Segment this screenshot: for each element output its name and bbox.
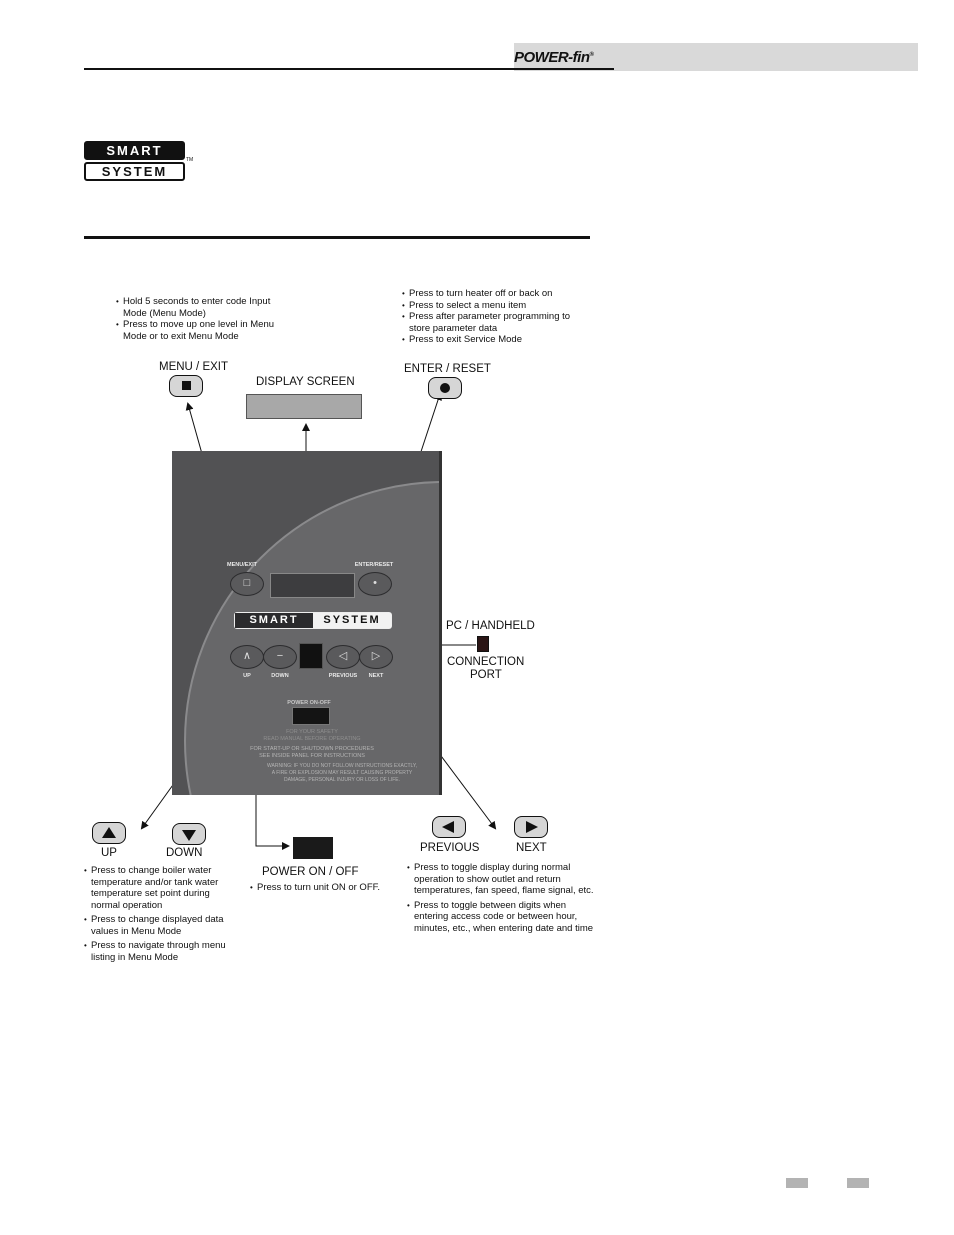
panel-previous-button[interactable]: ◁ bbox=[326, 645, 360, 669]
panel-next-button[interactable]: ▷ bbox=[359, 645, 393, 669]
panel-warning-line-2: A FIRE OR EXPLOSION MAY RESULT CAUSING PROPERTY bbox=[271, 770, 413, 776]
down-button[interactable] bbox=[172, 823, 206, 845]
panel-port[interactable] bbox=[299, 643, 323, 669]
enter-reset-note-1: • Press to turn heater off or back on bbox=[402, 288, 577, 300]
power-notes bbox=[250, 882, 410, 894]
panel-instr-line-1: FOR START-UP OR SHUTDOWN PROCEDURES bbox=[250, 746, 374, 752]
panel-safety-line-2: READ MANUAL BEFORE OPERATING bbox=[263, 736, 361, 742]
next-button[interactable] bbox=[514, 816, 548, 838]
panel-next-label: NEXT bbox=[368, 673, 384, 679]
display-screen-box bbox=[246, 394, 362, 419]
display-screen-title: DISPLAY SCREEN bbox=[256, 376, 355, 388]
panel-system-text: SYSTEM bbox=[313, 613, 391, 628]
panel-power-switch[interactable] bbox=[292, 707, 330, 725]
panel-up-button[interactable]: ∧ bbox=[230, 645, 264, 669]
dot-icon bbox=[440, 383, 450, 393]
panel-previous-label: PREVIOUS bbox=[328, 673, 358, 679]
enter-reset-note-2: • Press to select a menu item bbox=[402, 300, 577, 312]
next-title: NEXT bbox=[516, 842, 547, 854]
port-line-3: PORT bbox=[470, 669, 502, 681]
footer-mark-left bbox=[786, 1178, 808, 1188]
up-button[interactable] bbox=[92, 822, 126, 844]
panel-down-button[interactable]: − bbox=[263, 645, 297, 669]
enter-reset-title: ENTER / RESET bbox=[404, 363, 491, 375]
prev-next-note-1: • Press to toggle display during normal operation to show outlet and return temperatures, fan speed, flame signal, etc. bbox=[407, 862, 599, 897]
menu-exit-title: MENU / EXIT bbox=[159, 361, 229, 373]
prev-next-notes bbox=[407, 862, 599, 934]
panel-warning-line-3: DAMAGE, PERSONAL INJURY OR LOSS OF LIFE. bbox=[283, 777, 401, 783]
port-line-1: PC / HANDHELD bbox=[446, 620, 535, 632]
enter-reset-notes bbox=[402, 288, 577, 346]
power-note-1: • Press to turn unit ON or OFF. bbox=[250, 882, 410, 894]
port-marker bbox=[477, 636, 489, 652]
brand-logo: POWER-fin® bbox=[514, 49, 594, 66]
triangle-up-icon bbox=[102, 827, 116, 838]
down-title: DOWN bbox=[166, 847, 203, 859]
enter-reset-button[interactable] bbox=[428, 377, 462, 399]
menu-exit-notes bbox=[116, 296, 276, 342]
panel-display-window bbox=[270, 573, 355, 598]
enter-reset-note-3: • Press after parameter programming to store parameter data bbox=[402, 311, 577, 334]
panel-menu-exit-label: MENU/EXIT bbox=[227, 562, 257, 568]
port-line-2: CONNECTION bbox=[447, 656, 525, 668]
up-down-note-2: • Press to change displayed data values in Menu Mode bbox=[84, 914, 236, 937]
triangle-right-icon bbox=[526, 821, 538, 833]
panel-enter-reset-button[interactable]: • bbox=[358, 572, 392, 596]
power-switch[interactable] bbox=[293, 837, 333, 859]
footer-mark-right bbox=[847, 1178, 869, 1188]
panel-enter-reset-label: ENTER/RESET bbox=[354, 562, 394, 568]
up-title: UP bbox=[101, 847, 117, 859]
panel-menu-exit-button[interactable]: □ bbox=[230, 572, 264, 596]
up-down-notes bbox=[84, 865, 236, 963]
panel-instr-line-2: SEE INSIDE PANEL FOR INSTRUCTIONS bbox=[259, 753, 365, 759]
previous-title: PREVIOUS bbox=[420, 842, 480, 854]
panel-up-label: UP bbox=[243, 673, 251, 679]
triangle-left-icon bbox=[442, 821, 454, 833]
up-down-note-1: • Press to change boiler water temperature and/or tank water temperature set point during normal operation bbox=[84, 865, 236, 911]
panel-safety-line-1: FOR YOUR SAFETY bbox=[286, 729, 338, 735]
menu-exit-note-2: • Press to move up one level in Menu Mode or to exit Menu Mode bbox=[116, 319, 276, 342]
panel-smart-system-badge bbox=[234, 612, 392, 629]
control-panel bbox=[172, 451, 442, 795]
menu-exit-note-1: • Hold 5 seconds to enter code Input Mode (Menu Mode) bbox=[116, 296, 276, 319]
triangle-down-icon bbox=[182, 830, 196, 841]
brand-text: POWER-fin bbox=[514, 49, 590, 66]
menu-exit-button[interactable] bbox=[169, 375, 203, 397]
up-down-note-3: • Press to navigate through menu listing in Menu Mode bbox=[84, 940, 236, 963]
enter-reset-note-4: • Press to exit Service Mode bbox=[402, 334, 577, 346]
panel-smart-text: SMART bbox=[235, 613, 313, 628]
logo-smart: SMART bbox=[84, 141, 185, 160]
previous-button[interactable] bbox=[432, 816, 466, 838]
square-icon bbox=[182, 381, 191, 390]
logo-tm: TM bbox=[186, 157, 194, 163]
power-title: POWER ON / OFF bbox=[262, 866, 359, 878]
panel-power-label: POWER ON-OFF bbox=[287, 700, 331, 706]
logo-system: SYSTEM bbox=[84, 162, 185, 181]
prev-next-note-2: • Press to toggle between digits when entering access code or between hour, minutes, etc., when entering date and time bbox=[407, 900, 599, 935]
panel-warning-line-1: WARNING: IF YOU DO NOT FOLLOW INSTRUCTIONS EXACTLY, bbox=[266, 763, 418, 769]
panel-down-label: DOWN bbox=[271, 673, 289, 679]
